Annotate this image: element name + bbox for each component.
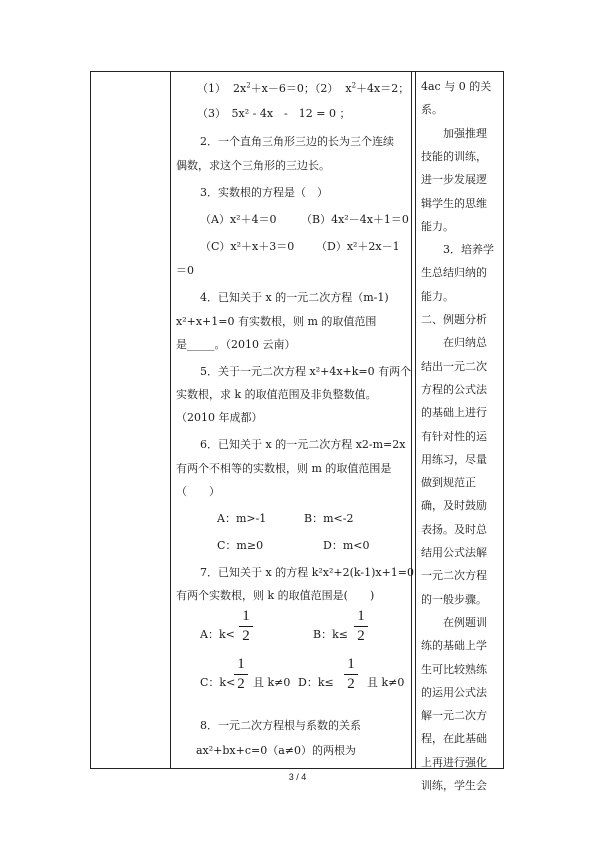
question-6-option-b: B：m<-2 xyxy=(304,512,354,525)
question-3-option-a: （A）x²＋4＝0 xyxy=(200,213,277,226)
question-3-option-d-cont: ＝0 xyxy=(176,264,194,277)
design-note-line: 训练，学生会 xyxy=(421,779,487,792)
design-note-line: 方程的公式法 xyxy=(421,382,487,396)
question-8-line-2: ax²+bx+c=0（a≠0）的两根为 xyxy=(196,744,356,757)
design-note-line: 做到规范正 xyxy=(421,476,476,490)
question-5-line-1: 5．关于一元二次方程 x²+4x+k=0 有两个 xyxy=(200,365,412,378)
question-7-option-d: D：k≤ xyxy=(298,676,334,689)
design-note-line: 在例题训 xyxy=(421,615,487,629)
design-note-line: 生总结归纳的 xyxy=(421,266,487,280)
question-3-option-d: （D）x²＋2x－1 xyxy=(316,240,400,253)
design-note-line: 结用公式法解 xyxy=(421,546,487,559)
column-divider-2 xyxy=(411,71,412,769)
design-note-line: 能力。 xyxy=(421,289,454,303)
design-note-line: 结出一元二次 xyxy=(421,359,487,373)
question-3: 3．实数根的方程是（ ） xyxy=(200,186,328,199)
design-note-line: 系。 xyxy=(421,103,443,117)
question-8-line-1: 8．一元二次方程根与系数的关系 xyxy=(200,719,361,732)
design-note-line: 表扬。及时总 xyxy=(421,522,487,536)
table-right-border xyxy=(503,71,504,769)
design-note-line: 进一步发展逻 xyxy=(421,173,487,187)
question-7-option-d-tail: 且 k≠0 xyxy=(367,676,405,689)
design-note-line: 辑学生的思维 xyxy=(421,196,487,210)
design-note-line: 3．培养学 xyxy=(421,243,494,257)
question-6-option-c: C：m≥0 xyxy=(217,539,264,552)
question-4-line-1: 4．已知关于 x 的一元二次方程（m-1) xyxy=(200,291,389,304)
column-divider-3 xyxy=(415,71,416,769)
design-note-line: 的基础上进行 xyxy=(421,406,487,420)
fraction-one-half-a: 1 2 xyxy=(239,609,253,644)
design-note-line: 练的基础上学 xyxy=(421,639,487,653)
question-7-option-c: C：k< xyxy=(200,676,236,689)
question-3-option-b: （B）4x²－4x＋1＝0 xyxy=(301,213,409,226)
design-note-line: 能力。 xyxy=(421,219,454,233)
design-note-line: 一元二次方程 xyxy=(421,569,487,583)
exercise-line-2: （3） 5x² - 4x - 12 = 0 ； xyxy=(197,107,351,120)
question-6-option-a: A：m>-1 xyxy=(217,512,267,525)
fraction-one-half-c: 1 2 xyxy=(234,657,248,692)
question-4-line-3: 是_____。（2010 云南） xyxy=(176,338,296,351)
table-left-border xyxy=(90,71,91,769)
question-5-line-3: （2010 年成都） xyxy=(176,411,263,424)
question-4-line-2: x²+x+1=0 有实数根，则 m 的取值范围 xyxy=(176,315,377,328)
design-note-line: 加强推理 xyxy=(421,126,487,140)
question-6-line-2: 有两个不相等的实数根，则 m 的取值范围是 xyxy=(176,462,392,475)
question-7-line-2: 有两个实数根，则 k 的取值范围是( ) xyxy=(176,589,375,602)
question-7-option-b: B：k≤ xyxy=(313,628,348,641)
question-7-option-a: A：k< xyxy=(200,628,235,641)
design-note-line: 上再进行强化 xyxy=(421,755,487,769)
design-note-line: 生可比较熟练 xyxy=(421,662,487,676)
question-6-option-d: D：m<0 xyxy=(323,539,370,552)
question-7-line-1: 7．已知关于 x 的方程 k²x²+2(k-1)x+1=0 xyxy=(200,566,414,579)
design-note-line: 用练习，尽量 xyxy=(421,452,487,466)
table-top-border xyxy=(90,71,504,72)
design-note-line: 确，及时鼓励 xyxy=(421,499,487,513)
design-note-line: 程，在此基础 xyxy=(421,732,487,746)
design-note-line: 在归纳总 xyxy=(421,336,487,350)
question-2-line-2: 偶数，求这个三角形的三边长。 xyxy=(176,159,330,172)
design-note-line: 二、例题分析 xyxy=(421,313,487,326)
page-number: 3 / 4 xyxy=(288,772,307,782)
fraction-one-half-d: 1 2 xyxy=(344,657,358,692)
design-note-line: 有针对性的运 xyxy=(421,429,487,443)
question-2-line-1: 2．一个直角三角形三边的长为三个连续 xyxy=(200,135,394,148)
design-note-line: 的运用公式法 xyxy=(421,685,487,699)
fraction-one-half-b: 1 2 xyxy=(354,609,368,644)
exercise-line-1: （1） $2x^2+x-6=0$；（2） $x^2+4x=2$； xyxy=(197,81,410,95)
design-note-line: 4ac 与 0 的关 xyxy=(421,80,492,93)
design-note-line: 技能的训练， xyxy=(421,149,487,163)
question-3-option-c: （C）x²＋x＋3＝0 xyxy=(200,240,295,253)
question-6-line-3: （ ） xyxy=(176,485,220,498)
question-5-line-2: 实数根，求 k 的取值范围及非负整数值。 xyxy=(176,388,377,401)
question-6-line-1: 6．已知关于 x 的一元二次方程 x2-m=2x xyxy=(200,438,406,451)
design-note-line: 的一般步骤。 xyxy=(421,592,487,606)
column-divider-1 xyxy=(170,71,171,769)
design-note-line: 解一元二次方 xyxy=(421,709,487,723)
question-7-option-c-tail: 且 k≠0 xyxy=(253,676,291,689)
